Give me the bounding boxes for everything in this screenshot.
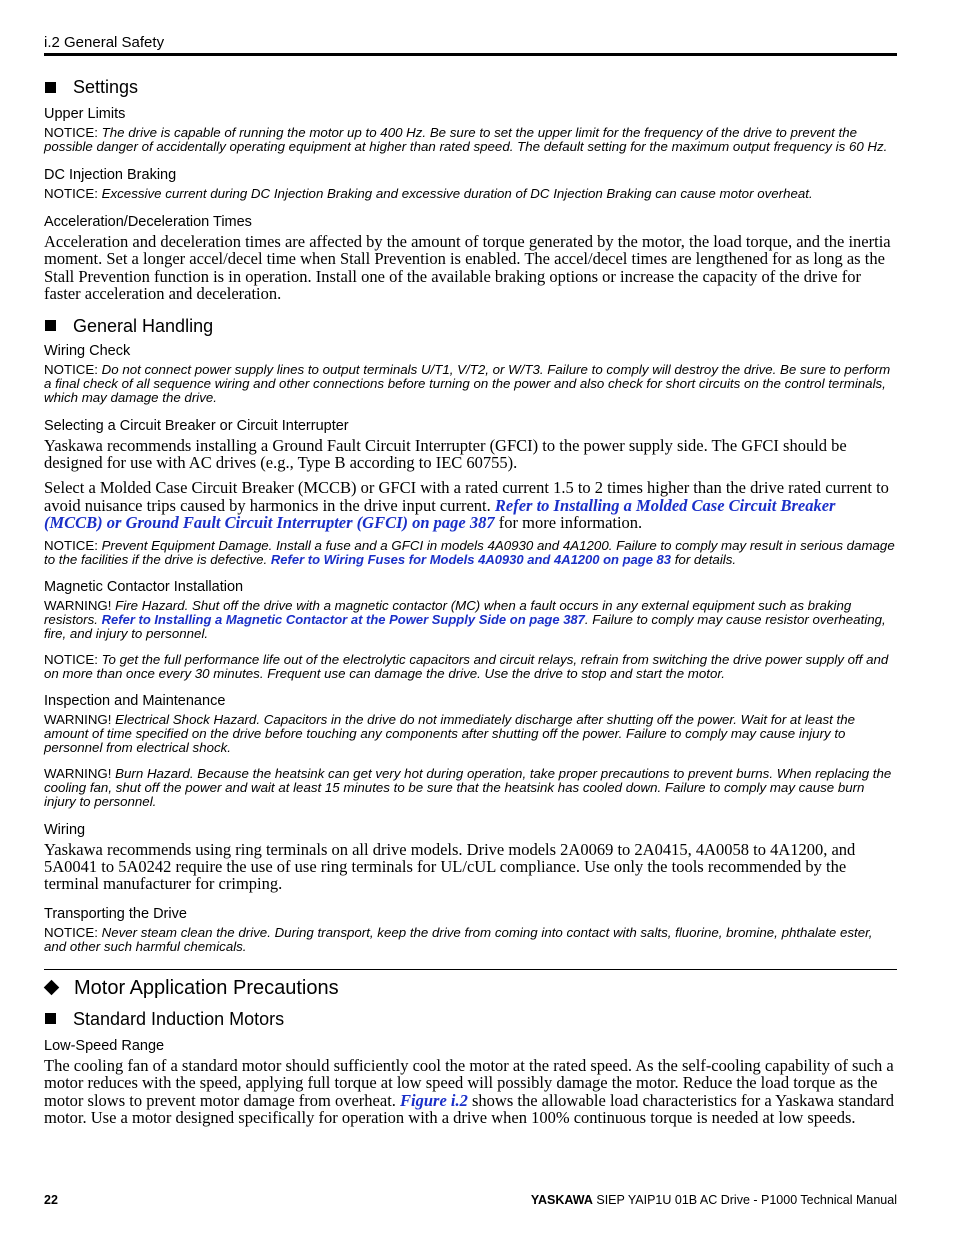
accel-heading: Acceleration/Deceleration Times (44, 214, 252, 230)
fire-hazard-warning: WARNING! Fire Hazard. Shut off the drive with a magnetic contactor (MC) when a fault occurs in any external equipment such as braking resistors. Refer to Installing a Magnetic Contactor at the Power Supply Side on page 387. Failure to comply may cause resistor overheating, fire, and injury to personnel. (44, 597, 886, 641)
section-header: i.2 General Safety (44, 34, 897, 56)
burn-hazard-warning: WARNING! Burn Hazard. Because the heatsink can get very hot during operation, take proper precautions to prevent burns. When replacing the cooling fan, shut off the power and wait at least 15 minutes to be sure that the heatsink has cooled down. Failure to comply may cause burn injury to personnel. (44, 765, 892, 809)
inspection-heading: Inspection and Maintenance (44, 692, 226, 709)
induction-motors-heading: Standard Induction Motors (44, 1008, 897, 1030)
general-handling-heading: General Handling (44, 315, 897, 337)
upper-limits-heading: Upper Limits (44, 106, 126, 122)
wiring-check-notice: NOTICE: Do not connect power supply lines to output terminals U/T1, V/T2, or W/T3. Failure to comply will destroy the drive. Be sure to perform a final check of all sequence wiring and other connections before turning on the power and also check for short circuits on the control terminals, which may damage the drive. (44, 361, 891, 405)
wiring-heading: Wiring (44, 821, 86, 838)
mccb-reference-link[interactable]: Refer to Installing a Molded Case Circuit Breaker (MCCB) or Ground Fault Circuit Interrupter (GFCI) on page 387 (44, 495, 836, 533)
square-bullet-icon (45, 320, 56, 331)
circuit-breaker-heading: Selecting a Circuit Breaker or Circuit Interrupter (44, 417, 349, 434)
dc-injection-notice: NOTICE: Excessive current during DC Injection Braking and excessive duration of DC Injection Braking can cause motor overheat. (44, 186, 813, 201)
transport-notice: NOTICE: Never steam clean the drive. During transport, keep the drive from coming into contact with salts, fluorine, bromine, phthalate ester, and other such harmful chemicals. (44, 924, 873, 954)
page-content (44, 34, 897, 1127)
low-speed-paragraph: The cooling fan of a standard motor should sufficiently cool the motor at the rated speed. As the self-cooling capability of such a motor reduces with the speed, applying full torque at low speed will possibly damage the motor. Reduce the load torque as the motor slows to prevent motor damage from overheat. Figure i.2 shows the allowable load characteristics for a Yaskawa standard motor. Use a motor designed specifically for operation with a drive when 100% continuous torque is needed at low speeds. (44, 1055, 895, 1128)
accel-paragraph: Acceleration and deceleration times are affected by the amount of torque generated by the motor, the load torque, and the inertia moment. Set a longer accel/decel time when Stall Prevention is enabled. The accel/decel times are lengthened for as long as the Stall Prevention function is in operation. Install one of the available braking options or increase the capacity of the drive for faster acceleration and deceleration. (44, 232, 891, 304)
square-bullet-icon (45, 82, 56, 93)
upper-limits-notice: NOTICE: The drive is capable of running the motor up to 400 Hz. Be sure to set the upper limit for the frequency of the drive to prevent the possible danger of accidentally operating equipment at higher than rated speed. The default setting for the maximum output frequency is 60 Hz. (44, 125, 888, 154)
shock-hazard-warning: WARNING! Electrical Shock Hazard. Capacitors in the drive do not immediately discharge after shutting off the power. Wait for at least the amount of time specified on the drive before touching any components after shutting off the power. Failure to comply may cause injury to personnel from electrical shock. (44, 711, 855, 755)
section-divider (44, 969, 897, 970)
magnetic-contactor-heading: Magnetic Contactor Installation (44, 578, 244, 595)
wiring-paragraph: Yaskawa recommends using ring terminals on all drive models. Drive models 2A0069 to 2A0415, 4A0058 to 4A1200, and 5A0041 to 5A0242 require the use of use ring terminals for UL/cUL compliance. Use only the tools recommended by the terminal manufacturer for crimping. (44, 839, 856, 894)
fuse-notice: NOTICE: Prevent Equipment Damage. Install a fuse and a GFCI in models 4A0930 and 4A1200. Failure to comply may result in serious damage to the facilities if the drive is defective. Refer to Wiring Fuses for Models 4A0930 and 4A1200 on page 83 for details. (44, 537, 895, 567)
settings-heading: Settings (44, 76, 897, 98)
motor-precautions-heading: Motor Application Precautions (44, 976, 897, 1000)
transport-heading: Transporting the Drive (44, 905, 187, 922)
contactor-reference-link[interactable]: Refer to Installing a Magnetic Contactor at the Power Supply Side on page 387 (101, 611, 585, 627)
page-number: 22 (44, 1193, 58, 1207)
fuse-reference-link[interactable]: Refer to Wiring Fuses for Models 4A0930 and 4A1200 on page 83 (270, 551, 672, 567)
manual-title: YASKAWA SIEP YAIP1U 01B AC Drive - P1000 Technical Manual (530, 1193, 897, 1207)
low-speed-heading: Low-Speed Range (44, 1037, 165, 1054)
circuit-breaker-paragraph-2: Select a Molded Case Circuit Breaker (MCCB) or GFCI with a rated current 1.5 to 2 times higher than the drive rated current to avoid nuisance trips caused by harmonics in the drive input current. Refer to Installing a Molded Case Circuit Breaker (MCCB) or Ground Fault Circuit Interrupter (GFCI) on page 387 for more information. (44, 478, 889, 533)
diamond-bullet-icon (44, 980, 60, 996)
power-cycle-notice: NOTICE: To get the full performance life out of the electrolytic capacitors and circuit relays, refrain from switching the drive power supply off and on more than once every 30 minutes. Frequent use can damage the drive. Use the drive to stop and start the motor. (44, 651, 889, 681)
figure-reference-link[interactable]: Figure i.2 (400, 1090, 468, 1110)
square-bullet-icon (45, 1013, 56, 1024)
wiring-check-heading: Wiring Check (44, 342, 131, 359)
dc-injection-heading: DC Injection Braking (44, 167, 177, 183)
circuit-breaker-paragraph-1: Yaskawa recommends installing a Ground Fault Circuit Interrupter (GFCI) to the power supply side. The GFCI should be designed for use with AC drives (e.g., Type B according to IEC 60755). (44, 435, 847, 473)
page-footer (44, 1193, 897, 1207)
